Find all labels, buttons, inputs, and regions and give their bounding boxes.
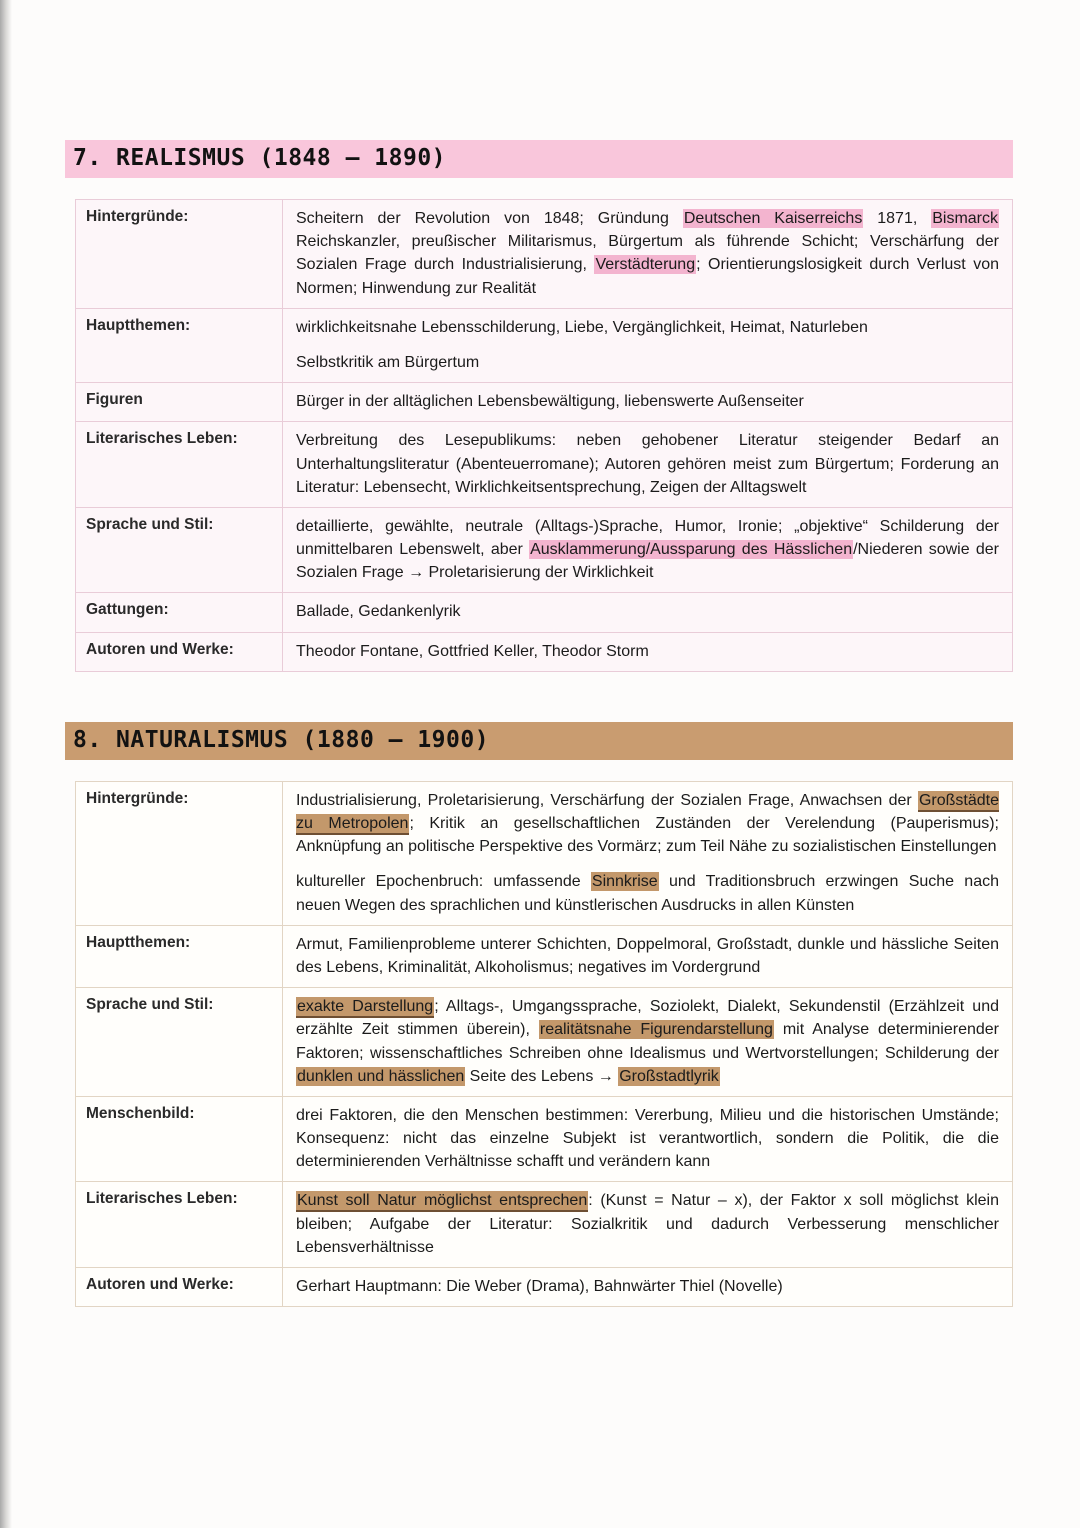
section-naturalismus [65, 722, 1013, 1307]
row-content [283, 507, 1013, 593]
table-row [76, 422, 1013, 508]
row-label: Gattungen: [76, 593, 283, 632]
highlighted-text: dunklen und hässlichen [297, 1067, 465, 1085]
table-row [76, 1268, 1013, 1307]
highlighted-text: Sinnkrise [591, 873, 658, 891]
row-label: Hintergründe: [76, 200, 283, 309]
row-content [283, 925, 1013, 987]
text-run: Ballade, Gedankenlyrik [296, 603, 461, 621]
row-content [283, 200, 1013, 309]
table-row [76, 781, 1013, 925]
table-row [76, 308, 1013, 382]
highlighted-text: realitätsnahe Figurendarstellung [539, 1021, 773, 1039]
table-row [76, 925, 1013, 987]
highlighted-text: exakte Darstellung [296, 997, 434, 1018]
row-content [283, 422, 1013, 508]
row-label: Literarisches Leben: [76, 1182, 283, 1268]
paragraph [296, 515, 999, 585]
highlighted-text: Deutschen Kaiserreichs [683, 210, 863, 227]
section-title: 7. REALISMUS (1848 – 1890) [65, 140, 1013, 178]
text-run: Industrialisierung, Proletarisierung, Verschärfung der Sozialen Frage, Anwachsen der [296, 791, 918, 809]
text-run: Reichskanzler, preußischer Militarismus, Bürgertum als führende Schicht; Verschärfung der Sozialen Frage durch Industrialisierung, [296, 233, 999, 274]
paragraph [296, 316, 999, 339]
row-content [283, 988, 1013, 1097]
table-row [76, 383, 1013, 422]
paragraph [296, 1275, 999, 1298]
text-run: Theodor Fontane, Gottfried Keller, Theodor Storm [296, 642, 649, 660]
paragraph [296, 351, 999, 374]
row-label: Autoren und Werke: [76, 632, 283, 671]
text-run: Gerhart Hauptmann: Die Weber (Drama), Bahnwärter Thiel (Novelle) [296, 1278, 783, 1295]
table-row [76, 988, 1013, 1097]
row-content [283, 1096, 1013, 1182]
text-run: mit Analyse determinierender Faktoren; wissenschaftliches Schreiben ohne Idealismus und Wertvorstellungen; Schilderung der [296, 1021, 999, 1062]
row-content [283, 308, 1013, 382]
paragraph [296, 1104, 999, 1174]
highlighted-text: Bismarck [932, 210, 998, 227]
paragraph [296, 789, 999, 859]
text-run: Armut, Familienprobleme unterer Schichten, Doppelmoral, Großstadt, dunkle und hässliche Seiten des Lebens, Kriminalität, Alkoholismus; negatives im Vordergrund [296, 935, 999, 976]
text-run: Bürger in der alltäglichen Lebensbewältigung, liebenswerte Außenseiter [296, 393, 804, 411]
paragraph [296, 933, 999, 979]
text-run: detaillierte, gewählte, neutrale (Alltags-)Sprache, Humor, Ironie; „objektive“ Schilderung der unmittelbaren Lebenswelt, aber [296, 517, 999, 559]
text-run: /Niederen sowie der Sozialen Frage → Proletarisierung der Wirklichkeit [296, 541, 1000, 582]
row-label: Hauptthemen: [76, 925, 283, 987]
section-realismus [65, 140, 1013, 672]
table-row [76, 1096, 1013, 1182]
paragraph [296, 870, 999, 916]
paragraph [296, 1189, 999, 1259]
row-label: Sprache und Stil: [76, 988, 283, 1097]
row-label: Autoren und Werke: [76, 1268, 283, 1307]
highlighted-text: Kunst soll Natur möglichst entsprechen [296, 1191, 588, 1212]
highlighted-text: Verstädterung [595, 256, 696, 274]
text-run: Seite des Lebens → [465, 1067, 619, 1085]
text-run: wirklichkeitsnahe Lebensschilderung, Liebe, Vergänglichkeit, Heimat, Naturleben [296, 318, 868, 336]
text-run: 1871, [863, 210, 932, 227]
paragraph [296, 207, 999, 300]
row-content [283, 593, 1013, 632]
paragraph [296, 640, 999, 663]
text-run: Selbstkritik am Bürgertum [296, 353, 480, 371]
paragraph [296, 390, 999, 413]
epoch-table [75, 199, 1013, 672]
text-run: : (Kunst = Natur – x), der Faktor x soll möglichst klein bleiben; Aufgabe der Literatur: Sozialkritik und dadurch Verbesserung menschlicher Lebensverhältnisse [296, 1192, 1000, 1256]
row-content [283, 1268, 1013, 1307]
row-content [283, 1182, 1013, 1268]
paragraph [296, 600, 999, 623]
text-run: Scheitern der Revolution von 1848; Gründung [296, 210, 683, 227]
text-run: ; Orientierungslosigkeit durch Verlust von Normen; Hinwendung zur Realität [296, 256, 999, 297]
text-run: drei Faktoren, die den Menschen bestimmen: Vererbung, Milieu und die historischen Umstände; Konsequenz: nicht das einzelne Subjekt ist verantwortlich, sondern die Politik, die die determinierenden Verhältnisse schafft und verändern kann [296, 1106, 999, 1171]
highlighted-text: Großstädte zu Metropolen [296, 791, 999, 835]
row-label: Hauptthemen: [76, 308, 283, 382]
row-label: Menschenbild: [76, 1096, 283, 1182]
text-run: ; Alltags-, Umgangssprache, Soziolekt, Dialekt, Sekundenstil (Erzählzeit und erzählte Zeit stimmen überein), [296, 998, 1000, 1039]
table-row [76, 1182, 1013, 1268]
epoch-table [75, 781, 1013, 1307]
paragraph [296, 429, 999, 499]
row-label: Figuren [76, 383, 283, 422]
text-run: Verbreitung des Lesepublikums: neben gehobener Literatur steigender Bedarf an Unterhaltungsliteratur (Abenteuerromane); Autoren gehören meist zum Bürgertum; Forderung an Literatur: Lebensecht, Wirklichkeitsentsprechung, Zeigen der Alltagswelt [296, 432, 999, 496]
row-content [283, 383, 1013, 422]
section-title: 8. NATURALISMUS (1880 – 1900) [65, 722, 1013, 760]
paragraph [296, 995, 999, 1088]
row-label: Hintergründe: [76, 781, 283, 925]
highlighted-text: Ausklammerung/Aussparung des Hässlichen [530, 541, 853, 559]
table-row [76, 200, 1013, 309]
row-content [283, 632, 1013, 671]
table-row [76, 632, 1013, 671]
row-label: Literarisches Leben: [76, 422, 283, 508]
row-label: Sprache und Stil: [76, 507, 283, 593]
text-run: kultureller Epochenbruch: umfassende [296, 873, 591, 891]
text-run: und Traditionsbruch erzwingen Suche nach neuen Wegen des sprachlichen und künstlerischen Ausdrucks in allen Künsten [296, 873, 999, 914]
table-row [76, 507, 1013, 593]
table-row [76, 593, 1013, 632]
row-content [283, 781, 1013, 925]
text-run: ; Kritik an gesellschaftlichen Zuständen der Verelendung (Pauperismus); Anknüpfung an politische Perspektive des Vormärz; zum Teil Nähe zu sozialistischen Einstellungen [296, 815, 1000, 856]
highlighted-text: Großstadtlyrik [619, 1067, 719, 1085]
